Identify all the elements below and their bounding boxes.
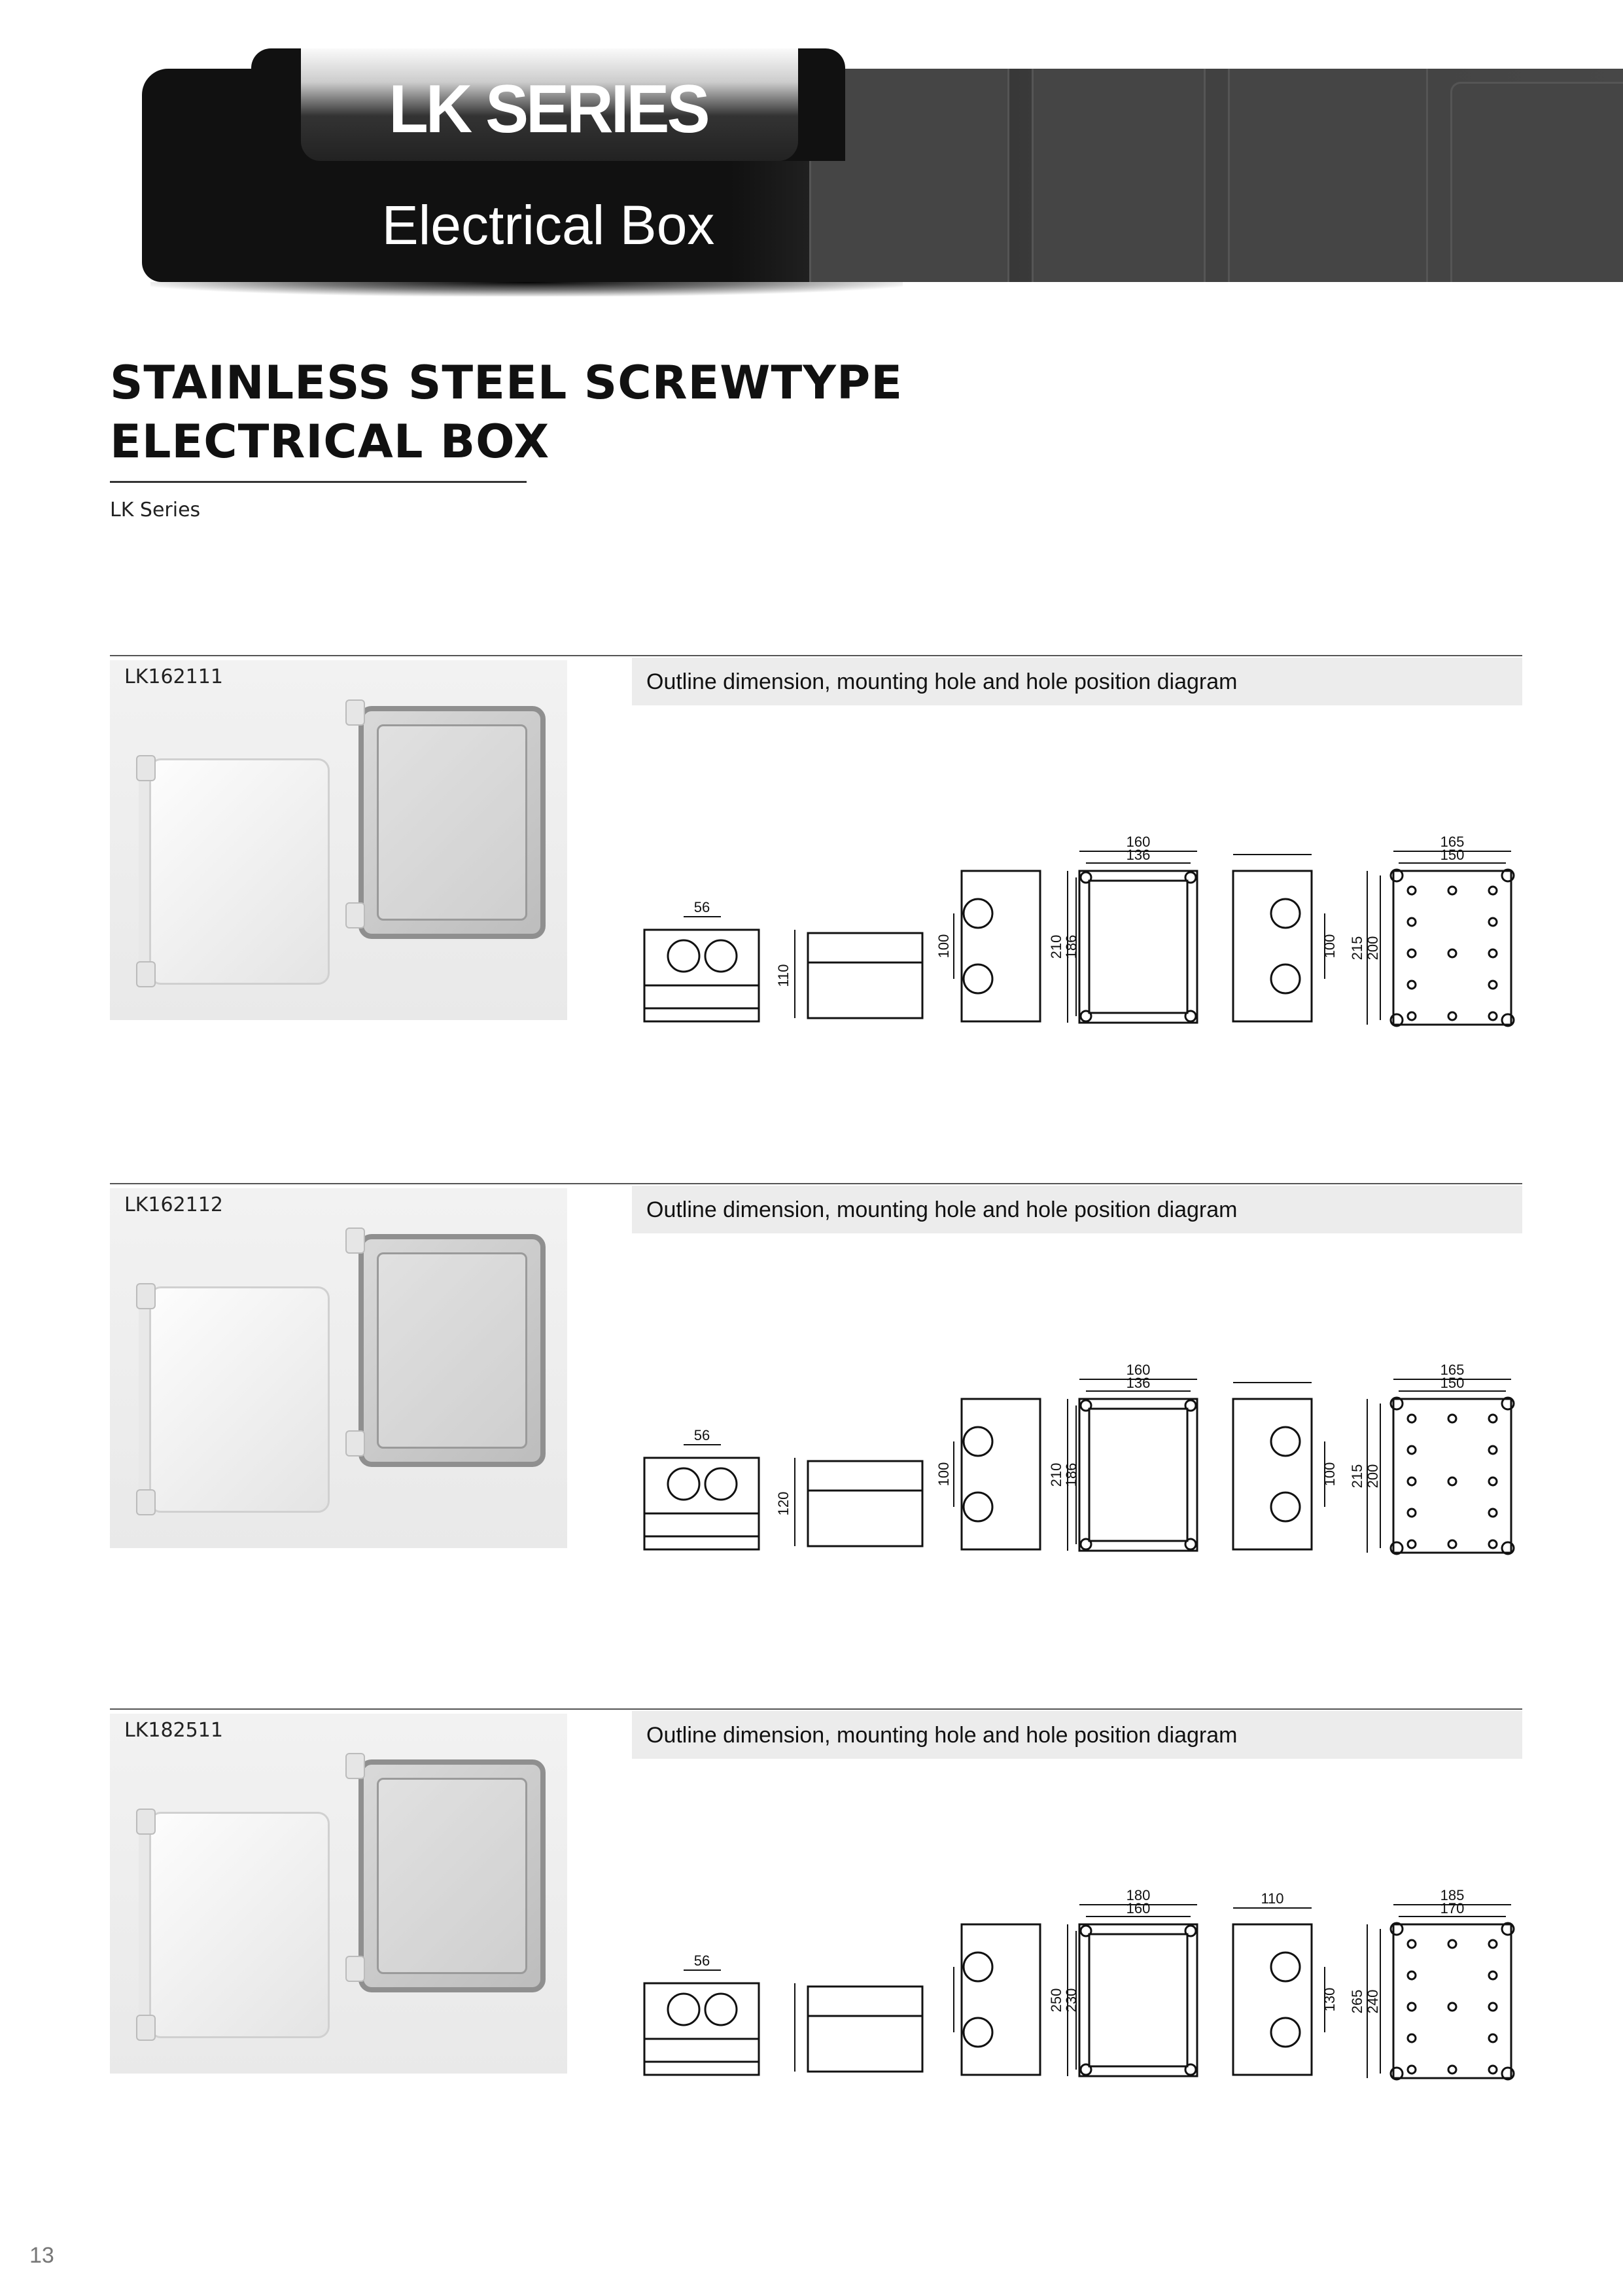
front-body (644, 1983, 759, 2062)
knockout-icon (964, 899, 992, 928)
side-body (808, 1491, 922, 1546)
dim-inner-length: 186 (1063, 1462, 1079, 1487)
screw-icon (1081, 1539, 1091, 1549)
screw-icon (1185, 1926, 1196, 1936)
mounting-hole-icon (1489, 2003, 1497, 2011)
mounting-hole-icon (1408, 1540, 1416, 1548)
mounting-hole-icon (1489, 1940, 1497, 1948)
cable-gland-icon (668, 1468, 699, 1500)
side-view (795, 1983, 922, 2072)
cable-gland-icon (705, 1994, 737, 2025)
end-body (962, 1924, 1040, 2075)
product-section (0, 1708, 1623, 2114)
screw-icon (1185, 1539, 1196, 1549)
lid-window (1089, 881, 1187, 1013)
mounting-hole-icon (1448, 1415, 1456, 1422)
dim-base-outer-length: 265 (1349, 1989, 1365, 2014)
mounting-hole-icon (1448, 887, 1456, 894)
banner-product-photo (731, 69, 1623, 282)
mounting-hole-icon (1489, 2066, 1497, 2074)
knockout-icon (1271, 899, 1300, 928)
dim-base-outer-length: 215 (1349, 936, 1365, 961)
side-lid (808, 933, 922, 963)
dim-base-outer-length: 215 (1349, 1464, 1365, 1489)
dim-outer-length: 250 (1048, 1988, 1064, 2013)
dim-base-outer-width: 185 (1440, 1887, 1465, 1903)
screw-icon (1185, 1011, 1196, 1021)
lid-window (1089, 1409, 1187, 1541)
end-body (1233, 871, 1312, 1021)
heading-underline (110, 481, 527, 483)
mounting-hole-icon (1408, 2034, 1416, 2042)
lid-view (1048, 1887, 1197, 2076)
screw-icon (1185, 2064, 1196, 2075)
knockout-icon (1271, 2018, 1300, 2047)
page-heading (110, 353, 903, 471)
mounting-hole-icon (1408, 918, 1416, 926)
mounting-hole-icon (1489, 1509, 1497, 1517)
dim-base-inner-length: 200 (1365, 1464, 1381, 1489)
mounting-hole-icon (1408, 981, 1416, 989)
front-body (644, 930, 759, 1008)
front-view (644, 899, 759, 1021)
base-view (1349, 1362, 1514, 1554)
front-view (644, 1952, 759, 2075)
dim-height: 120 (775, 1491, 792, 1516)
dim-base-inner-width: 170 (1440, 1900, 1465, 1916)
lid-view (1048, 1362, 1197, 1551)
heading-line-1: STAINLESS STEEL SCREWTYPE (110, 356, 903, 410)
lid-view (1048, 834, 1197, 1023)
series-title: LK SERIES (389, 71, 708, 147)
dim-height: 110 (775, 964, 792, 987)
dim-base-inner-width: 150 (1440, 1375, 1465, 1391)
heading-line-2: ELECTRICAL BOX (110, 415, 550, 468)
end-view-2 (1233, 855, 1338, 1021)
mounting-hole-icon (1448, 1940, 1456, 1948)
mounting-hole-icon (1408, 949, 1416, 957)
mounting-hole-icon (1489, 1971, 1497, 1979)
dim-outer-length: 210 (1048, 1462, 1064, 1487)
cable-gland-icon (668, 940, 699, 972)
lid-outline (1079, 871, 1197, 1023)
dim-end-depth: 110 (1261, 1890, 1284, 1907)
dim-outer-width: 180 (1126, 1887, 1151, 1903)
knockout-icon (1271, 964, 1300, 993)
diagram-caption: Outline dimension, mounting hole and hole position diagram (646, 1197, 1238, 1222)
cable-gland-icon (705, 940, 737, 972)
side-body (808, 2016, 922, 2072)
lid-window (1089, 1934, 1187, 2066)
mounting-hole-icon (1489, 1446, 1497, 1454)
knockout-icon (964, 1427, 992, 1456)
dim-gland-spacing: 56 (693, 1952, 710, 1969)
knockout-icon (964, 2018, 992, 2047)
mounting-hole-icon (1408, 1415, 1416, 1422)
dim-side-hole-spacing: 100 (935, 934, 952, 959)
dim-inner-length: 186 (1063, 934, 1079, 959)
dim-end-hole-spacing: 130 (1321, 1987, 1338, 2012)
dim-outer-width: 160 (1126, 834, 1151, 850)
product-code: LK162111 (124, 665, 223, 688)
screw-icon (1081, 1926, 1091, 1936)
category-subtitle: Electrical Box (381, 194, 715, 256)
screw-icon (1081, 1011, 1091, 1021)
side-lid (808, 1461, 922, 1491)
mounting-hole-icon (1408, 1509, 1416, 1517)
dim-base-outer-width: 165 (1440, 834, 1465, 850)
dimension-diagram (0, 1708, 1623, 2114)
dim-base-inner-length: 200 (1365, 936, 1381, 961)
side-lid (808, 1987, 922, 2016)
side-view (775, 930, 922, 1018)
end-view (954, 1924, 1040, 2075)
side-body (808, 963, 922, 1018)
mounting-hole-icon (1448, 2066, 1456, 2074)
diagram-caption: Outline dimension, mounting hole and hole position diagram (646, 1723, 1238, 1748)
product-code: LK162112 (124, 1193, 223, 1216)
dimension-diagram (0, 655, 1623, 1061)
mounting-hole-icon (1489, 1415, 1497, 1422)
dim-end-hole-spacing: 100 (1321, 934, 1338, 959)
mounting-hole-icon (1408, 887, 1416, 894)
knockout-icon (964, 1952, 992, 1981)
dim-inner-width: 160 (1126, 1900, 1151, 1916)
lid-outline (1079, 1924, 1197, 2076)
front-view (644, 1427, 759, 1549)
dim-inner-width: 136 (1126, 847, 1151, 863)
dim-side-hole-spacing: 100 (935, 1462, 952, 1487)
mounting-hole-icon (1448, 1477, 1456, 1485)
screw-icon (1081, 1400, 1091, 1411)
cable-gland-icon (705, 1468, 737, 1500)
front-body (644, 1458, 759, 1536)
base-view (1349, 1887, 1514, 2079)
knockout-icon (964, 964, 992, 993)
front-lid (644, 2039, 759, 2075)
diagram-caption: Outline dimension, mounting hole and hole position diagram (646, 669, 1238, 694)
side-view (775, 1458, 922, 1546)
screw-icon (1185, 872, 1196, 883)
lid-outline (1079, 1399, 1197, 1551)
screw-icon (1081, 2064, 1091, 2075)
mounting-hole-icon (1448, 1012, 1456, 1020)
mounting-hole-icon (1408, 1940, 1416, 1948)
knockout-icon (1271, 1952, 1300, 1981)
mounting-hole-icon (1489, 981, 1497, 989)
dim-gland-spacing: 56 (693, 1427, 710, 1443)
end-body (962, 1399, 1040, 1549)
dim-base-inner-width: 150 (1440, 847, 1465, 863)
dim-inner-width: 136 (1126, 1375, 1151, 1391)
cable-gland-icon (668, 1994, 699, 2025)
mounting-hole-icon (1408, 2066, 1416, 2074)
knockout-icon (1271, 1492, 1300, 1521)
knockout-icon (964, 1492, 992, 1521)
base-view (1349, 834, 1514, 1026)
screw-icon (1081, 872, 1091, 883)
mounting-hole-icon (1408, 2003, 1416, 2011)
mounting-hole-icon (1448, 949, 1456, 957)
mounting-hole-icon (1489, 887, 1497, 894)
mounting-hole-icon (1408, 1971, 1416, 1979)
mounting-hole-icon (1489, 1477, 1497, 1485)
mounting-hole-icon (1408, 1012, 1416, 1020)
mounting-hole-icon (1489, 918, 1497, 926)
dim-inner-length: 230 (1063, 1988, 1079, 2013)
end-view (935, 871, 1040, 1021)
product-code: LK182511 (124, 1719, 223, 1742)
front-lid (644, 1513, 759, 1549)
product-section (0, 1183, 1623, 1589)
mounting-hole-icon (1489, 949, 1497, 957)
mounting-hole-icon (1489, 1540, 1497, 1548)
page-number: 13 (29, 2243, 54, 2268)
mounting-hole-icon (1448, 2003, 1456, 2011)
knockout-icon (1271, 1427, 1300, 1456)
mounting-hole-icon (1448, 1540, 1456, 1548)
end-body (1233, 1924, 1312, 2075)
banner-shadow (150, 282, 903, 296)
end-view-2 (1233, 1383, 1338, 1549)
end-body (1233, 1399, 1312, 1549)
mounting-hole-icon (1408, 1446, 1416, 1454)
series-label: LK Series (110, 499, 201, 521)
mounting-hole-icon (1408, 1477, 1416, 1485)
product-section (0, 655, 1623, 1061)
dim-end-hole-spacing: 100 (1321, 1462, 1338, 1487)
front-lid (644, 985, 759, 1021)
screw-icon (1185, 1400, 1196, 1411)
end-body (962, 871, 1040, 1021)
dim-gland-spacing: 56 (693, 899, 710, 915)
dim-base-inner-length: 240 (1365, 1989, 1381, 2014)
dim-base-outer-width: 165 (1440, 1362, 1465, 1378)
dim-outer-length: 210 (1048, 934, 1064, 959)
mounting-hole-icon (1489, 1012, 1497, 1020)
mounting-hole-icon (1489, 2034, 1497, 2042)
dim-outer-width: 160 (1126, 1362, 1151, 1378)
dimension-diagram (0, 1183, 1623, 1589)
end-view (935, 1399, 1040, 1549)
end-view-2 (1233, 1890, 1338, 2075)
